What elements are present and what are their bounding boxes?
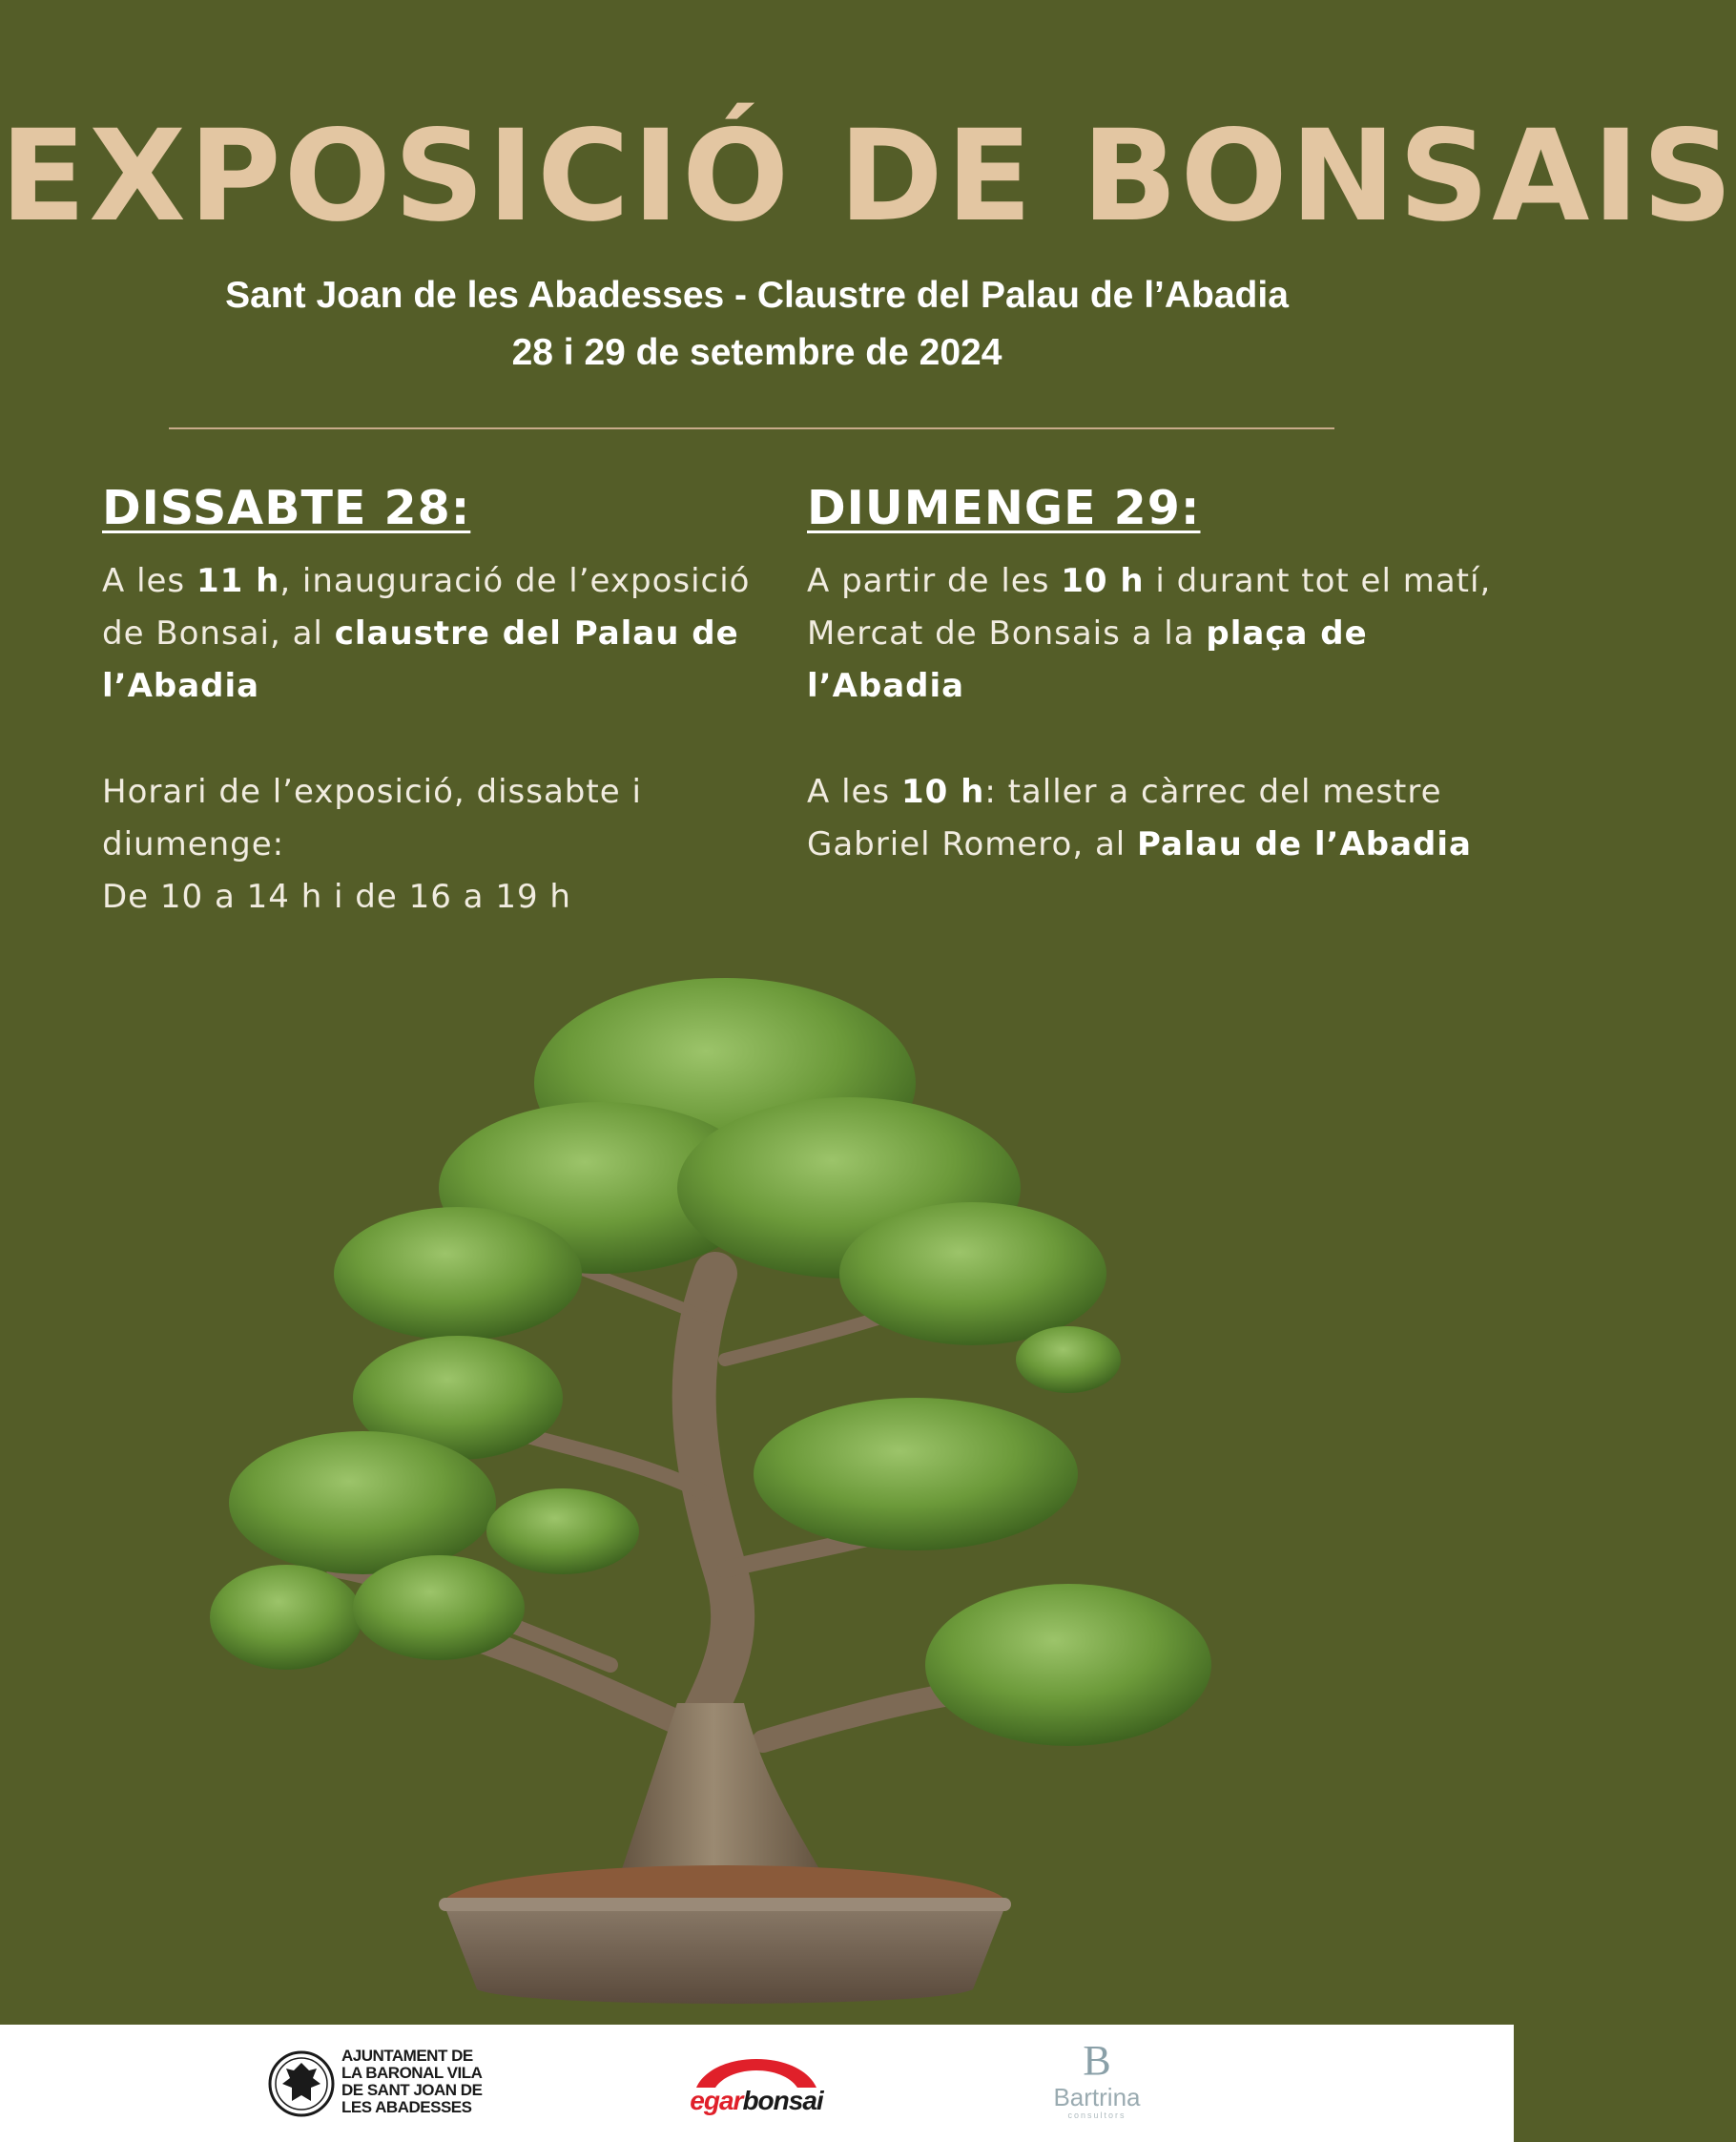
ajuntament-logo xyxy=(267,2046,506,2122)
sunday-column xyxy=(807,477,1494,871)
saturday-schedule xyxy=(102,766,751,924)
text-span: : taller a càrrec del mestre Gabriel Romero, al xyxy=(807,773,1442,863)
sunday-heading: DIUMENGE 29: xyxy=(807,481,1201,535)
schedule-hours: De 10 a 14 h i de 16 a 19 h xyxy=(102,878,571,916)
saturday-inauguration xyxy=(102,555,751,713)
egarbonsai-wordmark xyxy=(675,2086,837,2116)
schedule-intro: Horari de l’exposició, dissabte i diumenge: xyxy=(102,773,642,863)
text-span: A les xyxy=(807,773,901,811)
bold-place: plaça de l’Abadia xyxy=(807,614,1368,705)
bartrina-name: Bartrina xyxy=(1053,2083,1141,2111)
sunday-workshop xyxy=(807,766,1494,871)
bartrina-logo xyxy=(1035,2038,1159,2133)
bartrina-monogram: B xyxy=(1083,2037,1111,2084)
event-dates: 28 i 29 de setembre de 2024 xyxy=(511,332,1002,373)
saturday-heading: DISSABTE 28: xyxy=(102,481,471,535)
text-span: i durant tot el matí, Mercat de Bonsais a la xyxy=(807,562,1492,653)
text-span: , inauguració de l’exposició de Bonsai, al xyxy=(102,562,751,653)
egar-text: egar xyxy=(690,2086,743,2115)
event-location: Sant Joan de les Abadesses - Claustre del Palau de l’Abadia xyxy=(225,275,1289,316)
sponsors-footer xyxy=(0,2025,1514,2142)
ajuntament-line: LA BARONAL VILA xyxy=(341,2064,483,2082)
text-span: A partir de les xyxy=(807,562,1062,600)
egarbonsai-logo xyxy=(675,2044,837,2124)
saturday-column xyxy=(102,477,751,924)
divider xyxy=(169,427,1334,429)
bold-place: Palau de l’Abadia xyxy=(1137,825,1472,863)
sunday-market xyxy=(807,555,1494,713)
bold-time: 10 h xyxy=(900,773,985,811)
ajuntament-line: AJUNTAMENT DE xyxy=(341,2047,473,2065)
bartrina-subtitle: consultors xyxy=(1067,2111,1126,2120)
bold-time: 10 h xyxy=(1061,562,1145,600)
poster-title: EXPOSICIÓ DE BONSAIS xyxy=(0,103,1736,250)
bonsai-text: bonsai xyxy=(742,2086,823,2115)
ajuntament-line: LES ABADESSES xyxy=(341,2098,472,2116)
arch-icon xyxy=(675,2044,837,2091)
text-span: A les xyxy=(102,562,196,600)
coat-of-arms-icon xyxy=(267,2049,336,2118)
bold-time: 11 h xyxy=(196,562,280,600)
bonsai-tree-illustration xyxy=(229,959,1240,2008)
bold-place: claustre del Palau de l’Abadia xyxy=(102,614,739,705)
ajuntament-line: DE SANT JOAN DE xyxy=(341,2081,483,2099)
ajuntament-text xyxy=(341,2048,482,2116)
